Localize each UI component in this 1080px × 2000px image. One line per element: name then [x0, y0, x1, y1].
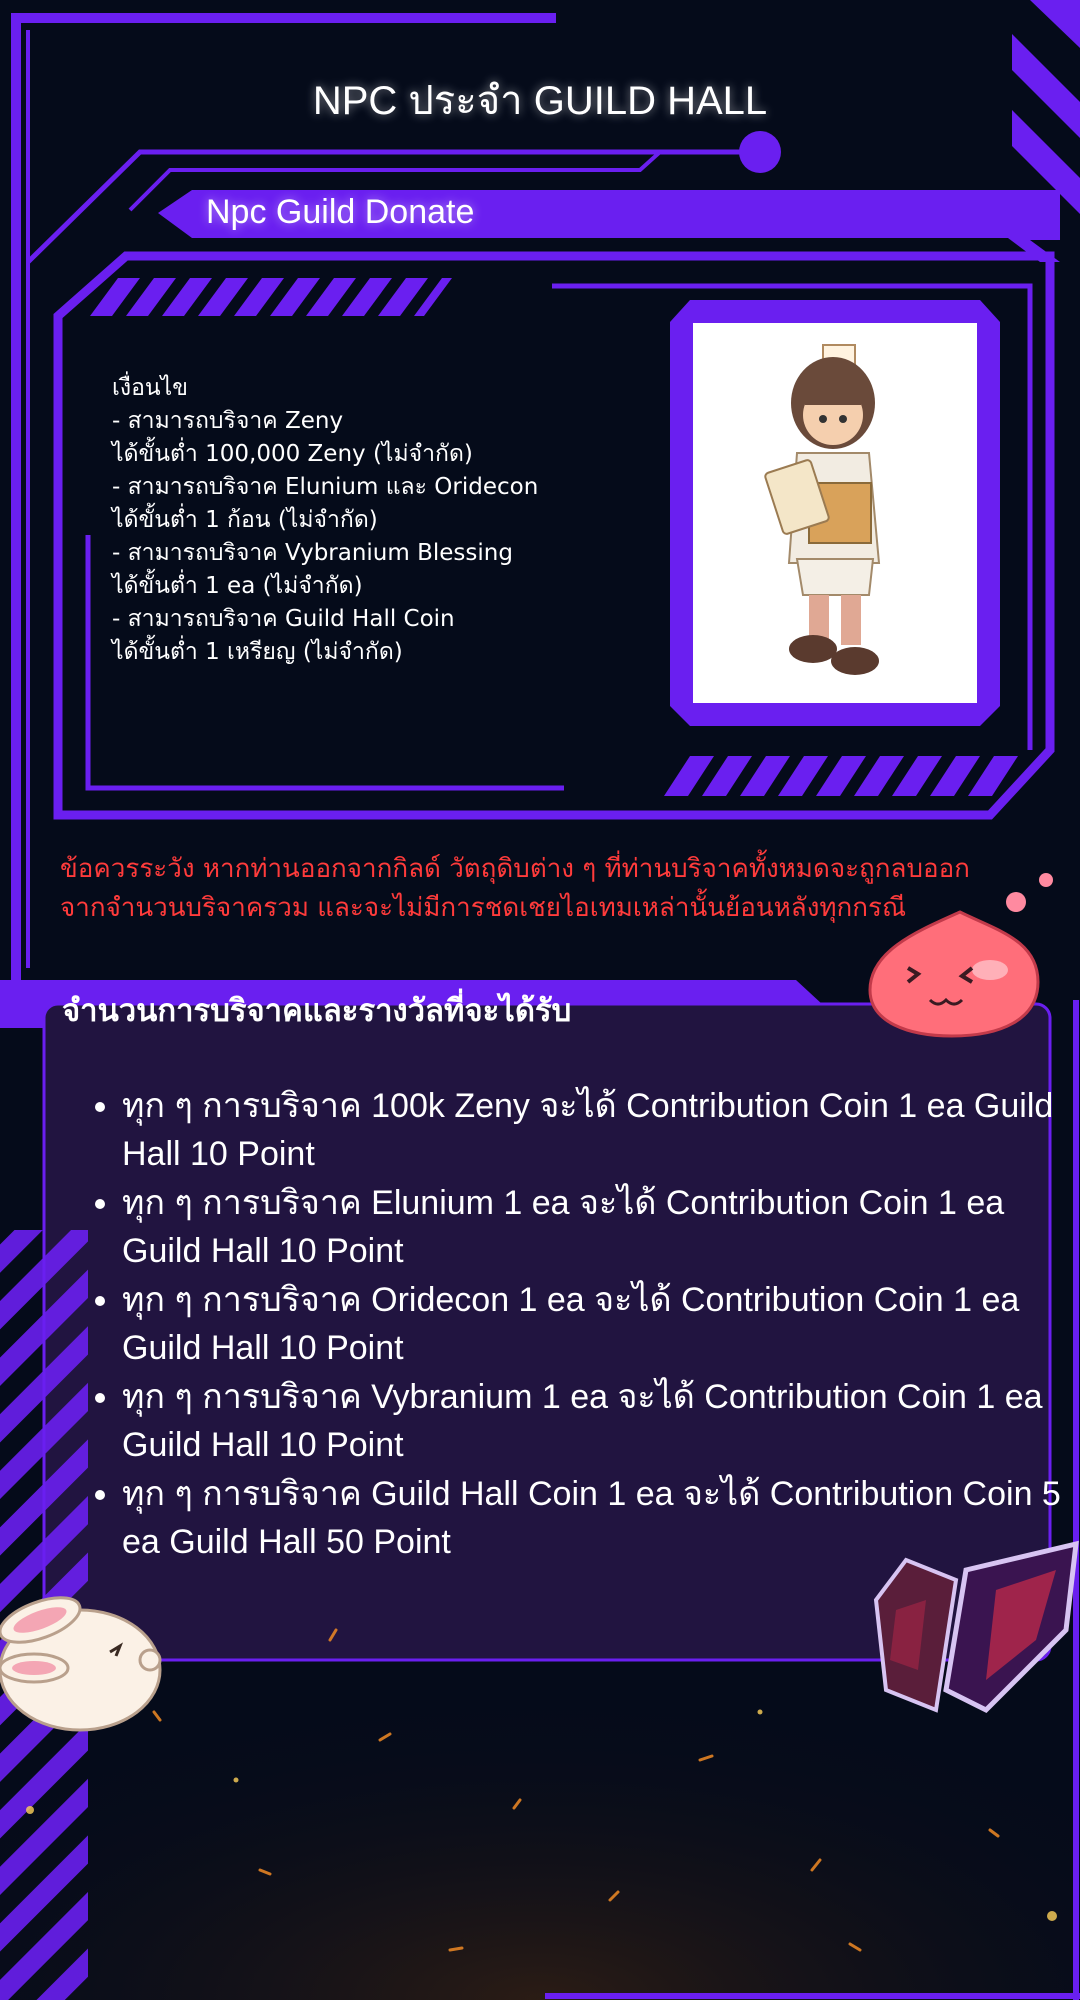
warning-line: ข้อควรระวัง หากท่านออกจากกิลด์ วัตถุดิบต่าง ๆ ที่ท่านบริจาคทั้งหมดจะถูกลบออก — [60, 854, 970, 884]
list-item: • ทุก ๆ การบริจาค Elunium 1 ea จะได้ Contribution Coin 1 ea Guild Hall 10 Point — [122, 1179, 1072, 1275]
conditions-line: - สามารถบริจาค Zeny — [112, 408, 344, 434]
conditions-line: ได้ขั้นต่ำ 100,000 Zeny (ไม่จำกัด) — [112, 441, 473, 467]
list-item: • ทุก ๆ การบริจาค 100k Zeny จะได้ Contribution Coin 1 ea Guild Hall 10 Point — [122, 1082, 1072, 1178]
pink-poring-icon — [860, 870, 1060, 1040]
list-item: • ทุก ๆ การบริจาค Oridecon 1 ea จะได้ Contribution Coin 1 ea Guild Hall 10 Point — [122, 1276, 1072, 1372]
crystal-icon — [866, 1540, 1080, 1720]
nurse-npc-sprite-icon — [693, 323, 977, 703]
conditions-line: เงื่อนไข — [112, 375, 188, 401]
warning-line: จากจำนวนบริจาครวม และจะไม่มีการชดเชยไอเทมเหล่านั้นย้อนหลังทุกกรณี — [60, 893, 907, 923]
conditions-line: - สามารถบริจาค Vybranium Blessing — [112, 540, 513, 566]
conditions-line: ได้ขั้นต่ำ 1 เหรียญ (ไม่จำกัด) — [112, 639, 403, 665]
conditions-line: ได้ขั้นต่ำ 1 ea (ไม่จำกัด) — [112, 573, 363, 599]
npc-portrait — [693, 323, 977, 703]
npc-name-banner: Npc Guild Donate — [206, 193, 475, 231]
page-title: NPC ประจำ GUILD HALL — [312, 79, 768, 123]
list-item: • ทุก ๆ การบริจาค Vybranium 1 ea จะได้ Contribution Coin 1 ea Guild Hall 10 Point — [122, 1373, 1072, 1469]
bunny-icon — [0, 1560, 170, 1740]
list-item: • ทุก ๆ การบริจาค Guild Hall Coin 1 ea จะได้ Contribution Coin 5 ea Guild Hall 50 Point — [122, 1470, 1072, 1566]
rewards-list — [88, 1082, 1072, 1567]
rewards-section-title: จำนวนการบริจาคและรางวัลที่จะได้รับ — [62, 993, 572, 1029]
conditions-line: ได้ขั้นต่ำ 1 ก้อน (ไม่จำกัด) — [112, 507, 378, 533]
conditions-line: - สามารถบริจาค Elunium และ Oridecon — [112, 474, 539, 500]
conditions-line: - สามารถบริจาค Guild Hall Coin — [112, 606, 455, 632]
conditions-text — [112, 372, 672, 669]
